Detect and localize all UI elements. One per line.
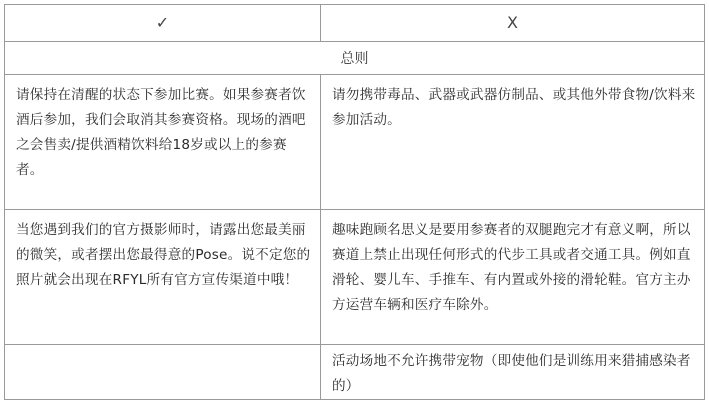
forbidden-rule-cell: 请勿携带毒品、武器或武器仿制品、或其他外带食物/饮料来参加活动。 — [321, 75, 705, 210]
rules-table — [4, 4, 705, 400]
allowed-rule-cell: 请保持在清醒的状态下参加比赛。如果参赛者饮酒后参加，我们会取消其参赛资格。现场的酒吧之会售卖/提供酒精饮料给18岁或以上的参赛者。 — [5, 75, 321, 210]
forbidden-column-header — [321, 5, 705, 42]
cross-icon: X — [507, 13, 518, 32]
allowed-column-header — [5, 5, 321, 42]
section-row — [5, 42, 705, 75]
allowed-rule-cell: 当您遇到我们的官方摄影师时，请露出您最美丽的微笑，或者摆出您最得意的Pose。说不定您的照片就会出现在RFYL所有官方宣传渠道中哦！ — [5, 210, 321, 345]
forbidden-rule-cell: 趣味跑顾名思义是要用参赛者的双腿跑完才有意义啊，所以赛道上禁止出现任何形式的代步工具或者交通工具。例如直滑轮、婴儿车、手推车、有内置或外接的滑轮鞋。官方主办方运营车辆和医疗车除外。 — [321, 210, 705, 345]
allowed-rule-cell — [5, 345, 321, 400]
table-header-row — [5, 5, 705, 42]
table-row — [5, 75, 705, 210]
checkmark-icon: ✓ — [155, 13, 170, 32]
forbidden-rule-cell: 活动场地不允许携带宠物（即使他们是训练用来猎捕感染者的） — [321, 345, 705, 400]
table-row — [5, 210, 705, 345]
section-title: 总则 — [5, 42, 705, 75]
table-row — [5, 345, 705, 400]
